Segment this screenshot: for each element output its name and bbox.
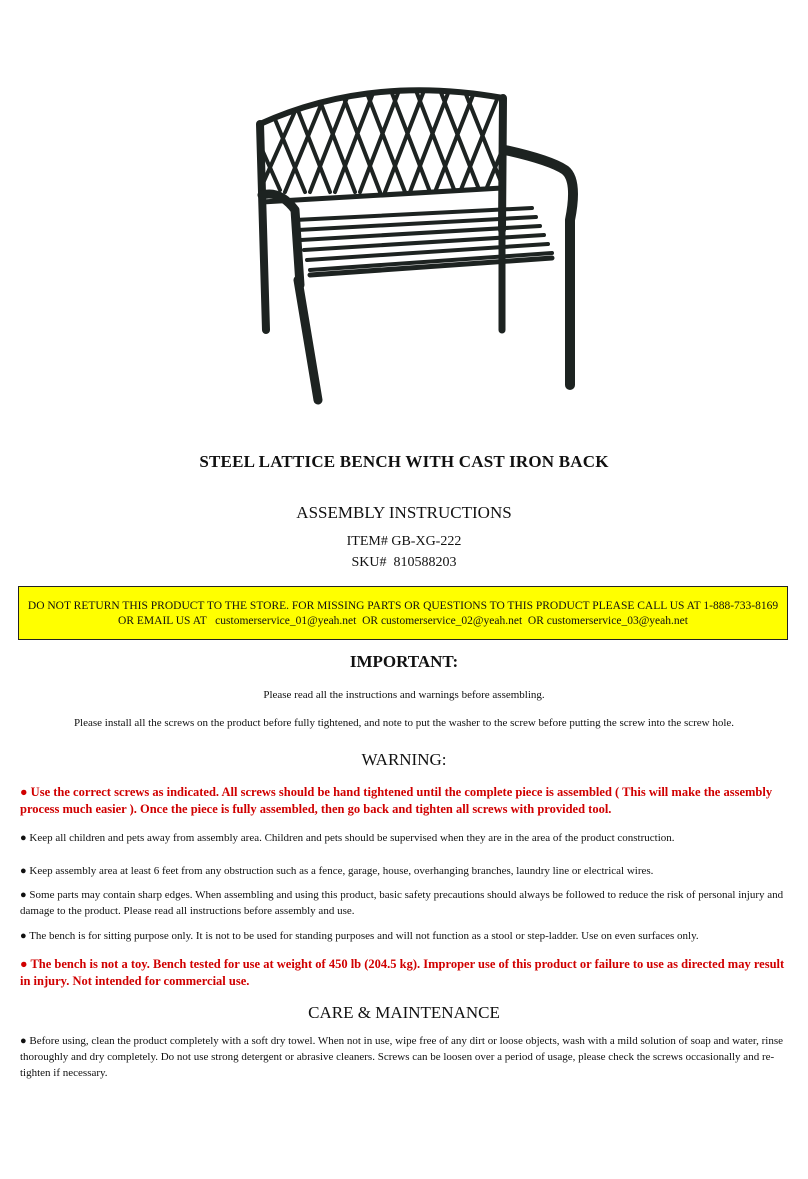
warning-item-weight-limit: ● The bench is not a toy. Bench tested for use at weight of 450 lb (204.5 kg). Improper use of this product or failure to use as directed may result in injury. Not intended for commercial use. xyxy=(20,957,785,988)
important-text-2: Please install all the screws on the product before fully tightened, and note to put the washer to the screw before putting the screw into the screw hole. xyxy=(73,717,735,729)
bench-product-image xyxy=(240,80,590,410)
customer-service-notice xyxy=(18,586,788,640)
sku-number: SKU# 810588203 xyxy=(351,555,457,570)
item-number: ITEM# GB-XG-222 xyxy=(346,534,462,549)
warning-heading: WARNING: xyxy=(361,750,447,769)
assembly-instructions-heading: ASSEMBLY INSTRUCTIONS xyxy=(296,503,512,522)
notice-line-2: OR EMAIL US AT customerservice_01@yeah.net OR customerservice_02@yeah.net OR customerservice_03@yeah.net xyxy=(118,615,688,627)
notice-line-1: DO NOT RETURN THIS PRODUCT TO THE STORE. FOR MISSING PARTS OR QUESTIONS TO THIS PRODUCT PLEASE CALL US AT 1-888-733-8169 xyxy=(27,600,779,612)
warning-item-children: ● Keep all children and pets away from assembly area. Children and pets should be supervised when they are in the area of the product construction. xyxy=(20,832,675,844)
warning-item-sitting-only: ● The bench is for sitting purpose only. It is not to be used for standing purposes and will not function as a stool or step-ladder. Use on even surfaces only. xyxy=(20,930,699,942)
warning-item-screws: ● Use the correct screws as indicated. All screws should be hand tightened until the complete piece is assembled ( This will make the assembly process much easier ). Once the piece is fully assembled, then go back and tighten all screws with provided tool. xyxy=(20,785,773,816)
product-title: STEEL LATTICE BENCH WITH CAST IRON BACK xyxy=(199,452,609,471)
care-text: ● Before using, clean the product completely with a soft dry towel. When not in use, wipe free of any dirt or loose objects, wash with a mild solution of soap and water, rinse thoroughly and dry completely. Do not use strong detergent or abrasive cleaners. Screws can be loosen over a period of usage, please check the screws occasionally and re-tighten if necessary. xyxy=(20,1035,783,1079)
important-heading: IMPORTANT: xyxy=(349,652,459,671)
care-maintenance-heading: CARE & MAINTENANCE xyxy=(308,1003,500,1022)
important-text-1: Please read all the instructions and warnings before assembling. xyxy=(263,689,545,701)
warning-item-sharp-edges: ● Some parts may contain sharp edges. When assembling and using this product, basic safety precautions should always be followed to reduce the risk of personal injury and damage to the product. Please read all instructions before assembly and use. xyxy=(20,889,784,917)
warning-item-clearance: ● Keep assembly area at least 6 feet from any obstruction such as a fence, garage, house, overhanging branches, laundry line or electrical wires. xyxy=(20,865,654,877)
